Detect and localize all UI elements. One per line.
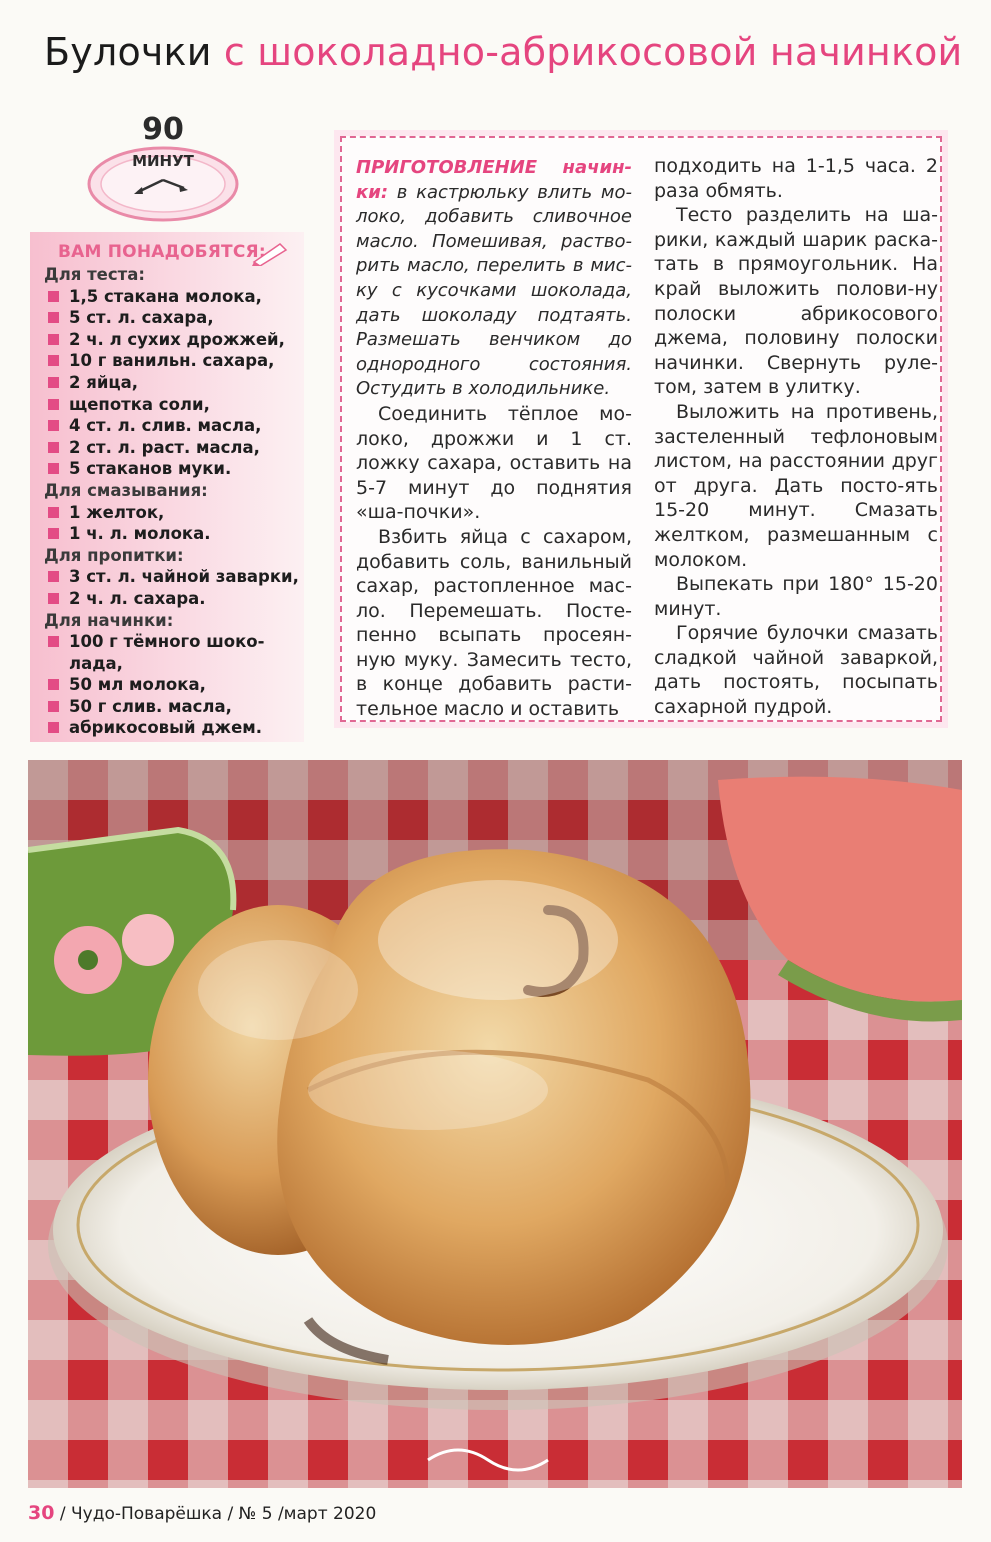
bullet-square-icon xyxy=(48,507,59,518)
bullet-square-icon xyxy=(48,377,59,388)
ingredient-item xyxy=(44,717,306,739)
ingredient-item xyxy=(44,458,306,480)
instruction-paragraph: Горячие булочки смазать сладкой чайной заваркой, дать постоять, посыпать сахарной пудрой. xyxy=(654,622,938,719)
ingredient-item xyxy=(44,502,306,524)
ingredient-item xyxy=(44,523,306,545)
instructions-frame xyxy=(340,136,942,722)
ingredient-text: лада, xyxy=(69,653,123,673)
ingredient-item xyxy=(44,631,306,653)
instructions-right-column xyxy=(654,154,938,720)
instruction-paragraph: Тесто разделить на ша-рики, каждый шарик раска-тать в прямоугольник. На край выложить полови-ну полоски абрикосового джема, половину полоски начинки. Свернуть руле-том, затем в улитку. xyxy=(654,204,938,399)
ingredient-item xyxy=(44,415,306,437)
ingredient-text: 5 ст. л. сахара, xyxy=(69,308,214,328)
bullet-square-icon xyxy=(48,442,59,453)
ingredient-item xyxy=(44,329,306,351)
ingredient-text: 50 мл молока, xyxy=(69,675,206,695)
filling-prep-lead: ПРИГОТОВЛЕНИЕ начин-ки: xyxy=(356,157,632,203)
ingredient-item xyxy=(44,286,306,308)
ingredient-text: 2 ст. л. раст. масла, xyxy=(69,437,260,457)
instruction-paragraph: подходить на 1-1,5 часа. 2 раза обмять. xyxy=(654,155,938,202)
ingredient-item xyxy=(44,653,306,675)
filling-prep-text: в кастрюльку влить мо-локо, добавить сливочное масло. Помешивая, раство-рить масло, перелить в мис-ку с кусочками шоколада, дать шоколаду подтаять. Размешать венчиком до однородного состояния. Остудить в холодильнике. xyxy=(356,181,632,400)
bullet-square-icon xyxy=(48,701,59,712)
ingredient-item xyxy=(44,566,306,588)
ingredient-text: щепотка соли, xyxy=(69,394,210,414)
buns-photo xyxy=(28,760,962,1488)
time-value: 90 xyxy=(142,112,184,147)
page-title xyxy=(44,30,984,74)
ingredient-item xyxy=(44,350,306,372)
ingredient-group-title: Для начинки: xyxy=(44,610,174,630)
instruction-paragraph: Выпекать при 180° 15-20 минут. xyxy=(654,573,938,620)
ingredient-item xyxy=(44,394,306,416)
ingredient-text: 100 г тёмного шоко- xyxy=(69,632,265,652)
ingredient-text: 4 ст. л. слив. масла, xyxy=(69,416,262,436)
time-badge xyxy=(86,110,240,222)
bullet-square-icon xyxy=(48,528,59,539)
ingredient-text: 2 ч. л. сахара. xyxy=(69,588,206,608)
page-footer xyxy=(28,1502,376,1524)
bullet-square-icon xyxy=(48,463,59,474)
ingredient-group-title: Для смазывания: xyxy=(44,480,208,500)
ingredient-text: 1 желток, xyxy=(69,502,165,522)
ingredient-text: 2 яйца, xyxy=(69,372,139,392)
bullet-square-icon xyxy=(48,355,59,366)
ingredient-item xyxy=(44,696,306,718)
title-sub: с шоколадно-абрикосовой начинкой xyxy=(223,30,963,74)
ingredients-header: ВАМ ПОНАДОБЯТСЯ: xyxy=(58,242,266,262)
ingredient-text: абрикосовый джем. xyxy=(69,718,263,738)
instruction-paragraph: Соединить тёплое мо-локо, дрожжи и 1 ст. ложку сахара, оставить на 5-7 минут до поднятия «ша-почки». xyxy=(356,402,632,524)
pencil-icon xyxy=(250,240,290,266)
bullet-square-icon xyxy=(48,679,59,690)
bullet-square-icon xyxy=(48,312,59,323)
ingredient-item xyxy=(44,372,306,394)
ingredient-group-title: Для теста: xyxy=(44,265,145,284)
ingredient-item xyxy=(44,588,306,610)
instructions-left-column xyxy=(356,156,632,722)
instruction-paragraph: Выложить на противень, застеленный тефлоновым листом, на расстоянии друг от друга. Дать посто-ять 15-20 минут. Смазать желтком, размешанным с молоком. xyxy=(654,400,938,571)
ingredient-item xyxy=(44,437,306,459)
time-unit: МИНУТ xyxy=(132,152,194,170)
ingredient-text: 1,5 стакана молока, xyxy=(69,286,262,306)
bullet-square-icon xyxy=(48,420,59,431)
ingredients-panel xyxy=(30,232,304,742)
ingredient-item xyxy=(44,307,306,329)
ingredient-text: 1 ч. л. молока. xyxy=(69,524,211,544)
bullet-square-icon xyxy=(48,334,59,345)
ingredient-item xyxy=(44,674,306,696)
filling-prep xyxy=(356,156,632,402)
ingredient-text: 50 г слив. масла, xyxy=(69,696,232,716)
ingredient-text: 2 ч. л сухих дрожжей, xyxy=(69,329,285,349)
bullet-square-icon xyxy=(48,571,59,582)
bullet-square-icon xyxy=(48,722,59,733)
title-main: Булочки xyxy=(44,30,212,74)
instruction-paragraph: Взбить яйца с сахаром, добавить соль, ванильный сахар, растопленное мас-ло. Перемешать. Посте-пенно всыпать просеян-ную муку. Замесить тесто, в конце добавить расти-тельное масло и оставить xyxy=(356,525,632,721)
bullet-square-icon xyxy=(48,399,59,410)
bullet-square-icon xyxy=(48,636,59,647)
buns-illustration xyxy=(28,760,962,1488)
instructions-box xyxy=(334,130,948,728)
bullet-square-icon xyxy=(48,593,59,604)
ingredient-group-title: Для пропитки: xyxy=(44,545,184,565)
page-number: 30 xyxy=(28,1502,55,1524)
ingredient-text: 3 ст. л. чайной заварки, xyxy=(69,567,299,587)
bullet-square-icon xyxy=(48,291,59,302)
ingredient-text: 5 стаканов муки. xyxy=(69,459,232,479)
issue-info: / Чудо-Поварёшка / № 5 /март 2020 xyxy=(54,1504,377,1524)
ingredient-text: 10 г ванильн. сахара, xyxy=(69,351,275,371)
ingredients-list xyxy=(44,264,306,739)
